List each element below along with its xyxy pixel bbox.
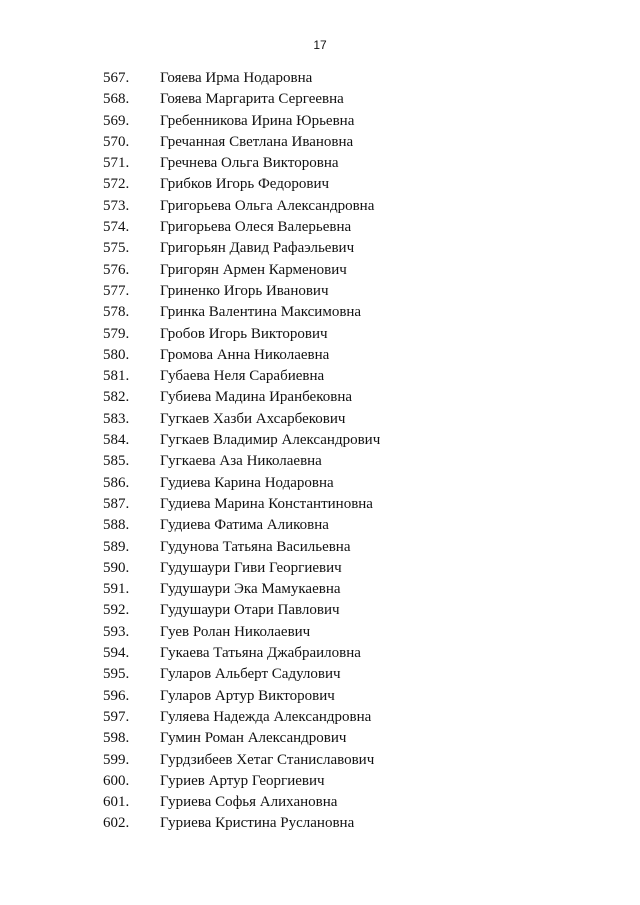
- entry-number: 568.: [103, 91, 130, 108]
- entry-number: 600.: [103, 772, 130, 789]
- list-item: [0, 792, 640, 813]
- entry-number: 578.: [103, 304, 130, 321]
- entry-name: Гуриева Кристина Руслановна: [160, 815, 355, 832]
- entry-name: Грибков Игорь Федорович: [160, 176, 330, 193]
- entry-name: Гуларов Артур Викторович: [160, 687, 335, 704]
- entry-name: Гукаева Татьяна Джабраиловна: [160, 645, 361, 662]
- entry-name: Губиева Мадина Иранбековна: [160, 389, 353, 406]
- list-item: [0, 153, 640, 174]
- entry-name: Гудушаури Отари Павлович: [160, 602, 340, 619]
- entry-number: 569.: [103, 112, 130, 129]
- entry-name: Гуев Ролан Николаевич: [160, 623, 311, 640]
- entry-number: 601.: [103, 794, 130, 811]
- entry-number: 591.: [103, 581, 130, 598]
- list-item: [0, 771, 640, 792]
- list-item: [0, 707, 640, 728]
- entry-number: 570.: [103, 133, 130, 150]
- entry-number: 602.: [103, 815, 130, 832]
- list-item: [0, 366, 640, 387]
- entry-number: 579.: [103, 325, 130, 342]
- entry-name: Гудиева Карина Нодаровна: [160, 474, 334, 491]
- entry-name: Гудунова Татьяна Васильевна: [160, 538, 351, 555]
- list-item: [0, 622, 640, 643]
- entry-number: 581.: [103, 368, 130, 385]
- entry-number: 587.: [103, 495, 130, 512]
- list-item: [0, 813, 640, 834]
- list-item: [0, 558, 640, 579]
- entry-name: Громова Анна Николаевна: [160, 346, 330, 363]
- list-item: [0, 600, 640, 621]
- list-item: [0, 345, 640, 366]
- entry-number: 574.: [103, 219, 130, 236]
- list-item: [0, 387, 640, 408]
- entry-number: 583.: [103, 410, 130, 427]
- entry-name: Гугкаев Владимир Александрович: [160, 432, 381, 449]
- entry-number: 588.: [103, 517, 130, 534]
- entry-number: 589.: [103, 538, 130, 555]
- entry-name: Григорян Армен Карменович: [160, 261, 347, 278]
- list-item: [0, 174, 640, 195]
- entry-number: 571.: [103, 155, 130, 172]
- entry-number: 596.: [103, 687, 130, 704]
- list-item: [0, 451, 640, 472]
- entry-name: Гриненко Игорь Иванович: [160, 282, 329, 299]
- page-number: 17: [313, 38, 327, 52]
- list-item: [0, 68, 640, 89]
- list-item: [0, 430, 640, 451]
- list-item: [0, 537, 640, 558]
- entry-name: Гуриева Софья Алихановна: [160, 794, 338, 811]
- entry-number: 567.: [103, 70, 130, 86]
- entry-number: 593.: [103, 623, 130, 640]
- entry-name: Гумин Роман Александрович: [160, 730, 347, 747]
- entry-name: Гуриев Артур Георгиевич: [160, 772, 325, 789]
- entry-name: Гуларов Альберт Садулович: [160, 666, 341, 683]
- list-item: [0, 728, 640, 749]
- entry-number: 584.: [103, 432, 130, 449]
- entry-number: 582.: [103, 389, 130, 406]
- entry-number: 595.: [103, 666, 130, 683]
- list-item: [0, 260, 640, 281]
- entry-name: Гудиева Фатима Аликовна: [160, 517, 329, 534]
- list-item: [0, 579, 640, 600]
- entry-number: 586.: [103, 474, 130, 491]
- entry-number: 594.: [103, 645, 130, 662]
- entry-name: Григорьева Олеся Валерьевна: [160, 219, 352, 236]
- entry-name: Гринка Валентина Максимовна: [160, 304, 362, 321]
- entry-number: 576.: [103, 261, 130, 278]
- list-item: [0, 515, 640, 536]
- entry-number: 590.: [103, 559, 130, 576]
- entry-number: 592.: [103, 602, 130, 619]
- entry-name: Гудиева Марина Константиновна: [160, 495, 373, 512]
- entry-name: Гребенникова Ирина Юрьевна: [160, 112, 355, 129]
- entry-name: Гречанная Светлана Ивановна: [160, 133, 354, 150]
- entry-name: Гудушаури Эка Мамукаевна: [160, 581, 341, 598]
- entry-name: Гояева Маргарита Сергеевна: [160, 91, 344, 108]
- list-item: [0, 217, 640, 238]
- entry-name: Губаева Неля Сарабиевна: [160, 368, 325, 385]
- entry-name: Гурдзибеев Хетаг Станиславович: [160, 751, 375, 768]
- entry-name: Григорьева Ольга Александровна: [160, 197, 375, 214]
- entry-number: 585.: [103, 453, 130, 470]
- entry-name: Гуляева Надежда Александровна: [160, 708, 372, 725]
- list-item: [0, 111, 640, 132]
- name-list: [0, 68, 640, 835]
- list-item: [0, 409, 640, 430]
- entry-name: Григорьян Давид Рафаэльевич: [160, 240, 355, 257]
- entry-name: Гугкаева Аза Николаевна: [160, 453, 322, 470]
- entry-name: Гояева Ирма Нодаровна: [160, 70, 313, 86]
- list-item: [0, 324, 640, 345]
- list-item: [0, 132, 640, 153]
- entry-name: Гудушаури Гиви Георгиевич: [160, 559, 342, 576]
- entry-number: 597.: [103, 708, 130, 725]
- entry-number: 572.: [103, 176, 130, 193]
- list-item: [0, 89, 640, 110]
- list-item: [0, 238, 640, 259]
- list-item: [0, 473, 640, 494]
- entry-name: Гречнева Ольга Викторовна: [160, 155, 339, 172]
- entry-number: 577.: [103, 282, 130, 299]
- entry-number: 575.: [103, 240, 130, 257]
- entry-name: Гугкаев Хазби Ахсарбекович: [160, 410, 346, 427]
- list-item: [0, 643, 640, 664]
- entry-number: 599.: [103, 751, 130, 768]
- entry-number: 598.: [103, 730, 130, 747]
- list-item: [0, 494, 640, 515]
- entry-number: 573.: [103, 197, 130, 214]
- list-item: [0, 686, 640, 707]
- list-item: [0, 196, 640, 217]
- list-item: [0, 302, 640, 323]
- list-item: [0, 281, 640, 302]
- entry-name: Гробов Игорь Викторович: [160, 325, 328, 342]
- list-item: [0, 750, 640, 771]
- entry-number: 580.: [103, 346, 130, 363]
- list-item: [0, 664, 640, 685]
